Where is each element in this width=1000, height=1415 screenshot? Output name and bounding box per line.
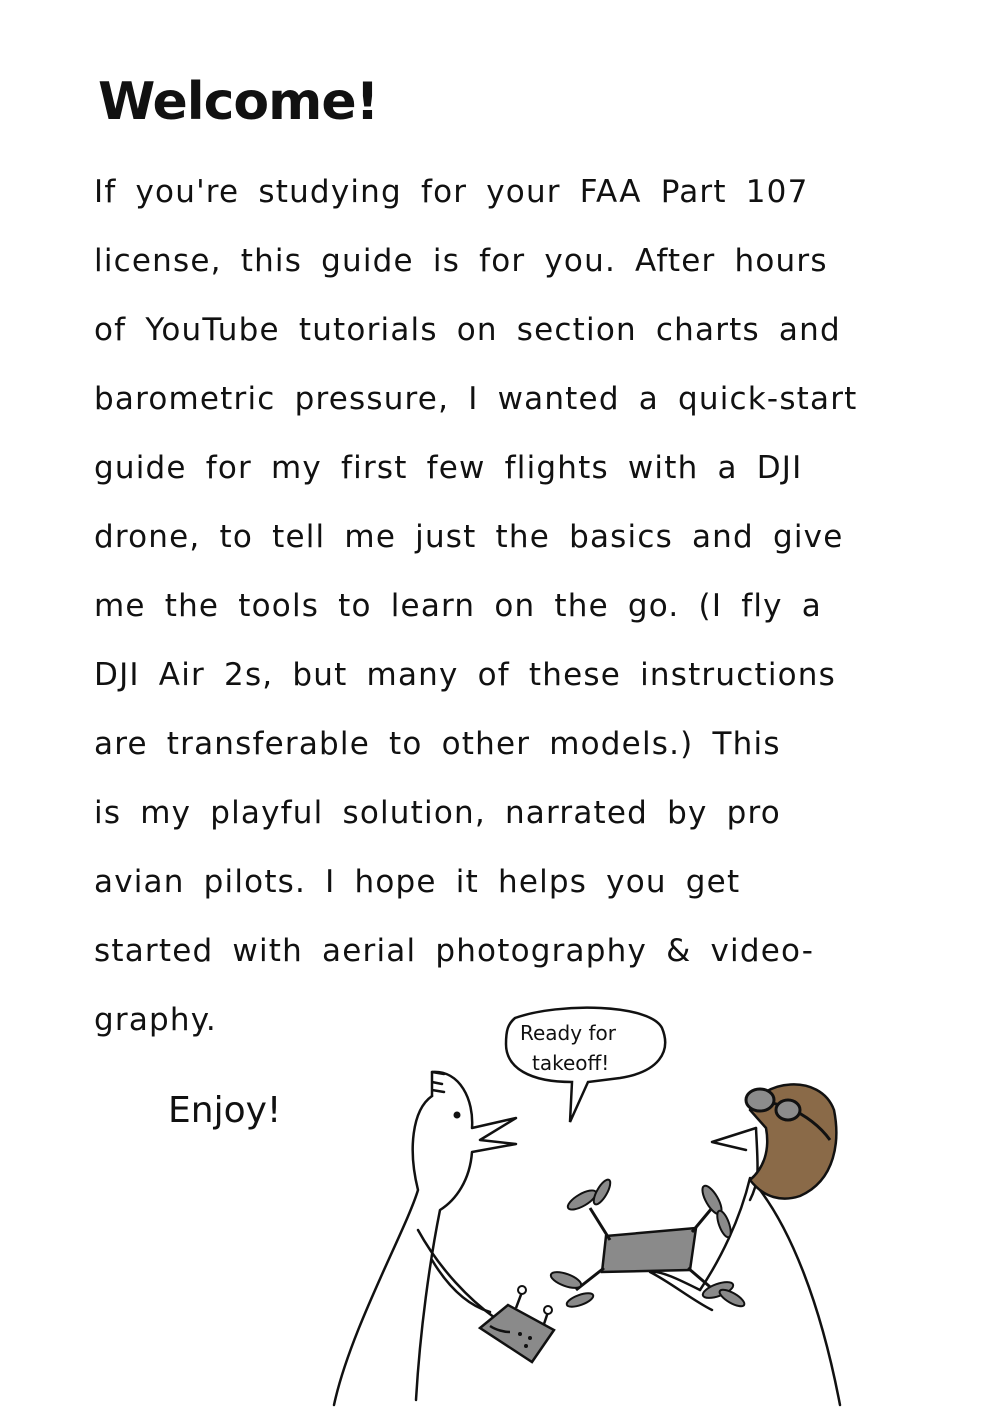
aviator-cap bbox=[746, 1084, 836, 1198]
body-line: avian pilots. I hope it helps you get bbox=[94, 864, 741, 900]
body-line: is my playful solution, narrated by pro bbox=[94, 795, 781, 831]
body-line: DJI Air 2s, but many of these instructions bbox=[94, 657, 837, 693]
page-title: Welcome! bbox=[98, 72, 379, 132]
speech-bubble-line: takeoff! bbox=[532, 1051, 610, 1075]
intro-paragraph bbox=[94, 158, 884, 1055]
body-line: are transferable to other models.) This bbox=[94, 726, 781, 762]
bird-pilots-illustration bbox=[320, 1000, 880, 1415]
goggle-lens bbox=[746, 1089, 774, 1111]
body-line: guide for my first few flights with a DJI bbox=[94, 450, 803, 486]
body-line: If you're studying for your FAA Part 107 bbox=[94, 174, 809, 210]
goggle-lens bbox=[776, 1100, 800, 1120]
body-line: started with aerial photography & video- bbox=[94, 933, 815, 969]
body-line: barometric pressure, I wanted a quick-start bbox=[94, 381, 858, 417]
body-line: of YouTube tutorials on section charts and bbox=[94, 312, 841, 348]
left-bird bbox=[334, 1072, 516, 1405]
remote-controller bbox=[480, 1286, 554, 1362]
body-line: me the tools to learn on the go. (I fly a bbox=[94, 588, 822, 624]
body-line: graphy. bbox=[94, 1002, 217, 1038]
speech-bubble bbox=[506, 1008, 665, 1122]
drone bbox=[549, 1177, 747, 1309]
body-line: drone, to tell me just the basics and give bbox=[94, 519, 844, 555]
signoff-text: Enjoy! bbox=[168, 1090, 282, 1131]
body-line: license, this guide is for you. After hours bbox=[94, 243, 828, 279]
speech-bubble-line: Ready for bbox=[520, 1021, 616, 1045]
